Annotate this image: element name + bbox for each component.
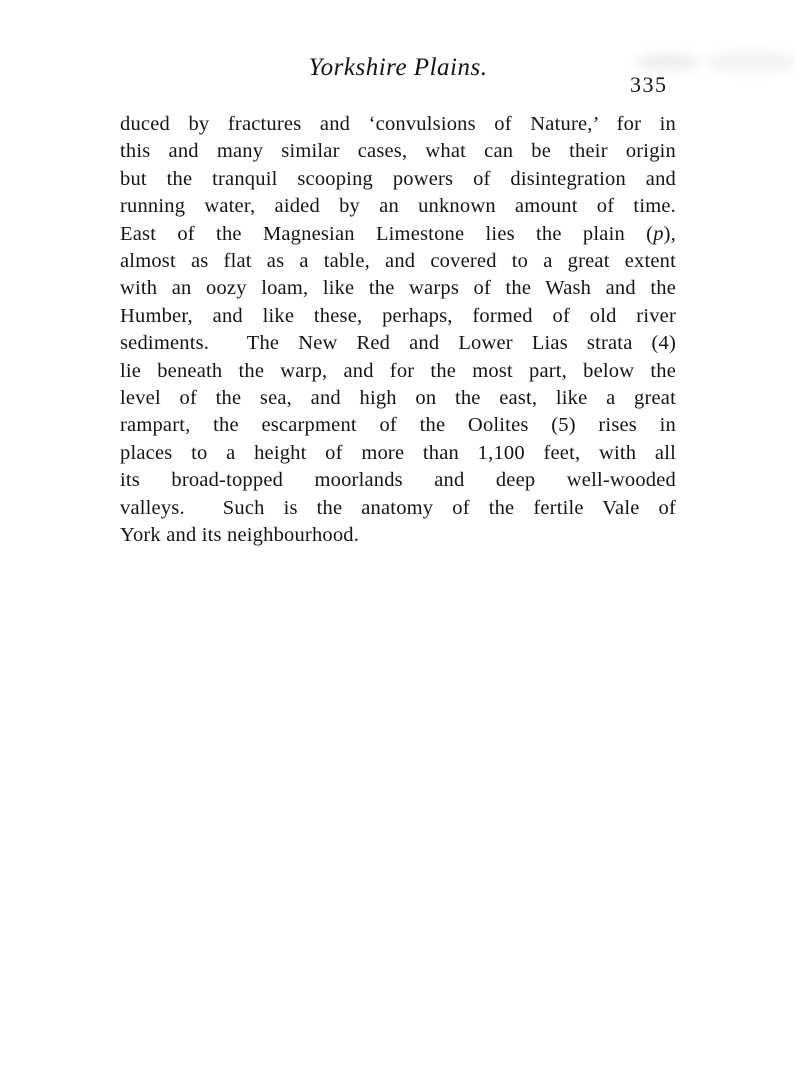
- text-line: Humber, and like these, perhaps, formed of old river: [120, 304, 676, 327]
- text-line: with an oozy loam, like the warps of the Wash and the: [120, 277, 676, 300]
- text-line: level of the sea, and high on the east, like a great: [120, 387, 676, 410]
- text-line: York and its neighbourhood.: [120, 524, 360, 547]
- scan-smudge-artifact: [706, 50, 795, 74]
- text-line: running water, aided by an unknown amount of time.: [120, 195, 676, 218]
- text-line: its broad-topped moorlands and deep well-wooded: [120, 469, 676, 492]
- text-segment: East of the Magnesian Limestone lies the plain (: [120, 222, 654, 245]
- page-title: Yorkshire Plains.: [308, 54, 488, 81]
- text-line: almost as flat as a table, and covered to a great extent: [120, 250, 676, 273]
- italic-text-segment: p: [653, 222, 664, 245]
- body-paragraph: [120, 111, 676, 550]
- text-line: [120, 221, 676, 248]
- running-header: [120, 54, 676, 82]
- text-line: but the tranquil scooping powers of disintegration and: [120, 167, 676, 190]
- text-line: rampart, the escarpment of the Oolites (5) rises in: [120, 414, 676, 437]
- text-line: places to a height of more than 1,100 feet, with all: [120, 441, 676, 464]
- text-line: valleys. Such is the anatomy of the fertile Vale of: [120, 496, 676, 519]
- text-line: sediments. The New Red and Lower Lias strata (4): [120, 332, 676, 355]
- text-segment: ),: [663, 222, 676, 245]
- text-line: this and many similar cases, what can be their origin: [120, 140, 676, 163]
- text-line: duced by fractures and ‘convulsions of Nature,’ for in: [120, 113, 676, 135]
- page-number: 335: [630, 72, 668, 97]
- text-line: lie beneath the warp, and for the most part, below the: [120, 359, 676, 382]
